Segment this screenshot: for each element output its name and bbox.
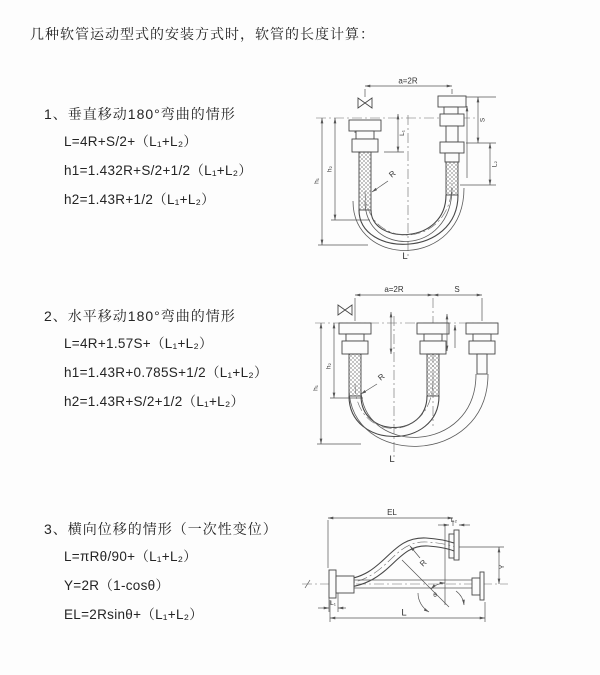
section-lateral-displacement — [44, 519, 278, 636]
formula-line: h2=1.43R+S/2+1/2（L₁+L₂） — [64, 394, 245, 409]
page-title: 几种软管运动型式的安装方式时，软管的长度计算： — [30, 26, 375, 42]
dim-label-l2: L₂ — [491, 160, 499, 168]
section-1-heading: 1、垂直移动180°弯曲的情形 — [44, 106, 236, 122]
diagram-horizontal-180-bend — [303, 276, 600, 468]
moved-flange — [449, 530, 459, 560]
angle-theta — [402, 560, 464, 612]
dim-label-length: L — [402, 251, 408, 262]
dim-label-s: S — [479, 117, 487, 123]
dim-label-l1: L₁ — [399, 130, 406, 136]
hose-s-curve — [340, 538, 454, 588]
dimension-a2r — [355, 285, 433, 295]
dimension-s — [460, 97, 499, 185]
middle-fitting — [417, 323, 455, 396]
section-2-heading: 2、水平移动180°弯曲的情形 — [44, 308, 236, 324]
dim-label-length: L — [401, 607, 407, 619]
radius-callout — [410, 546, 429, 568]
dim-label-r: R — [376, 371, 387, 383]
dimension-length — [330, 600, 485, 622]
dimension-el — [328, 508, 453, 568]
radius-callout — [372, 169, 398, 192]
diagram-vertical-180-bend — [308, 73, 598, 268]
radius-callout — [361, 372, 387, 394]
formula-line: L=4R+1.57S+（L₁+L₂） — [64, 336, 213, 351]
formula-line: h2=1.43R+1/2（L₁+L₂） — [64, 192, 215, 207]
dim-label-l1: L₁ — [330, 600, 336, 607]
right-flange — [472, 572, 484, 600]
dim-label-length: L — [389, 454, 395, 465]
hose-u-bend — [349, 371, 488, 446]
dim-label-theta: θ — [433, 592, 437, 599]
dim-label-h2: h₂ — [326, 165, 334, 173]
dim-label-s: S — [454, 285, 460, 294]
dim-label-r: R — [387, 168, 398, 180]
dim-label-h1: h₁ — [312, 385, 320, 391]
diagram-lateral-displacement — [298, 496, 600, 651]
formula-line: Y=2R（1-cosθ） — [64, 578, 170, 593]
dimension-a2r — [365, 77, 452, 98]
formula-line: h1=1.432R+S/2+1/2（L₁+L₂） — [64, 163, 253, 178]
dim-label-y: Y — [499, 564, 506, 570]
section-3-heading: 3、横向位移的情形（一次性变位） — [44, 521, 278, 537]
section-horizontal-movement — [44, 306, 268, 423]
section-vertical-movement — [44, 104, 252, 221]
formula-line: L=πRθ/90+（L₁+L₂） — [64, 549, 198, 564]
dim-label-h2: h₂ — [325, 362, 333, 370]
formula-line: L=4R+S/2+（L₁+L₂） — [64, 134, 198, 149]
dim-label-a2r: a=2R — [398, 76, 418, 86]
moved-fitting — [466, 323, 498, 374]
left-flange — [305, 570, 354, 598]
formula-line: h1=1.43R+0.785S+1/2（L₁+L₂） — [64, 365, 268, 380]
dim-label-el: EL — [387, 508, 397, 517]
right-fitting — [438, 96, 467, 195]
formula-line: EL=2Rsinθ+（L₁+L₂） — [64, 607, 204, 622]
dim-label-r: R — [418, 558, 429, 569]
valve-icon — [358, 98, 372, 108]
dimension-l1 — [384, 114, 406, 152]
valve-icon — [338, 305, 352, 315]
dim-label-h1: h₁ — [313, 178, 321, 184]
dim-label-a2r: a=2R — [384, 285, 404, 294]
dimension-s — [355, 285, 482, 321]
dim-label-l2: L₂ — [450, 517, 458, 524]
